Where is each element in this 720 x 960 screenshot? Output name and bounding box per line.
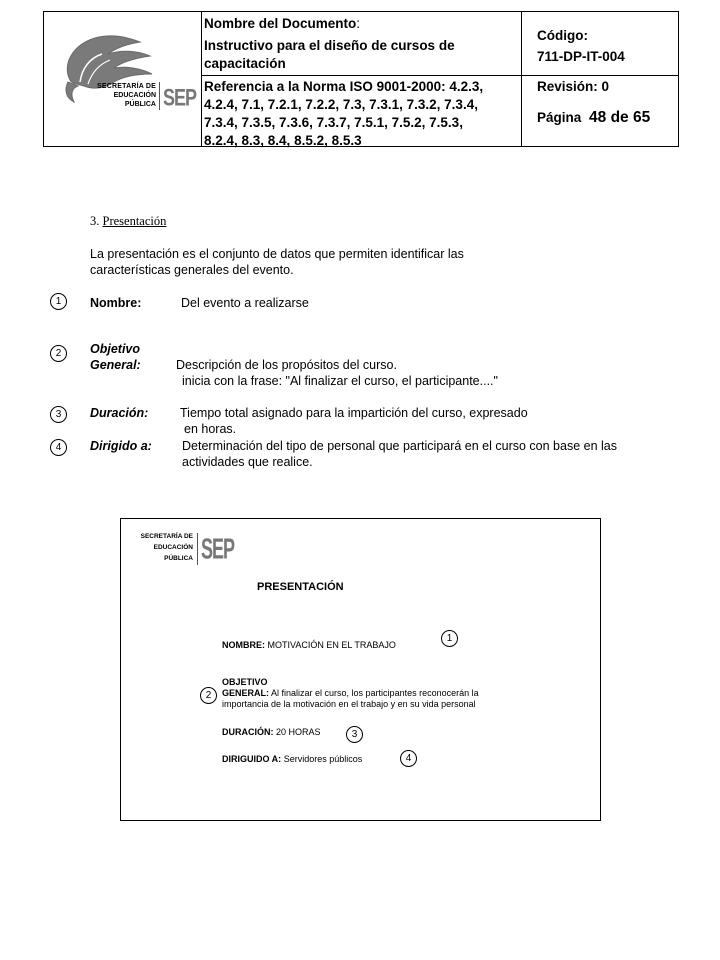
sample-nombre-label: NOMBRE: <box>222 640 265 650</box>
code-value: 711-DP-IT-004 <box>537 49 625 64</box>
sample-general-value: Al finalizar el curso, los participantes reconocerán la <box>271 688 479 698</box>
logo-divider <box>159 82 160 110</box>
header-divider <box>201 75 521 76</box>
page-cell <box>537 109 650 127</box>
item-label: Nombre: <box>90 296 142 310</box>
sample-dirigido-value: Servidores públicos <box>283 754 363 764</box>
intro-line: La presentación es el conjunto de datos que permiten identificar las <box>90 247 464 261</box>
logo-line3: PÚBLICA <box>124 101 156 108</box>
sample-logo-divider <box>197 533 198 565</box>
marker-3: 3 <box>50 406 67 423</box>
code-cell <box>537 27 625 66</box>
marker-4: 4 <box>50 439 67 456</box>
item-description: Del evento a realizarse <box>181 296 309 310</box>
reference-line: 4.2.4, 7.1, 7.2.1, 7.2.2, 7.3, 7.3.1, 7.3.2, 7.3.4, <box>204 97 478 112</box>
sample-logo-line2: EDUCACIÓN <box>153 544 193 551</box>
document-name-cell <box>204 15 516 73</box>
logo-line1: SECRETARÍA DE <box>97 83 156 90</box>
logo-line2: EDUCACIÓN <box>113 92 156 99</box>
document-name-colon: : <box>356 16 361 31</box>
document-name-label: Nombre del Documento <box>204 16 357 31</box>
item-description: Descripción de los propósitos del curso. <box>176 358 397 372</box>
item-description: en horas. <box>184 422 237 436</box>
reference-line: 8.2.4, 8.3, 8.4, 8.5.2, 8.5.3 <box>204 133 362 148</box>
section-heading <box>90 213 166 229</box>
sample-nombre-value: MOTIVACIÓN EN EL TRABAJO <box>267 640 396 650</box>
sample-marker-1: 1 <box>441 630 458 647</box>
item-description: Tiempo total asignado para la impartición del curso, expresado <box>180 406 528 420</box>
sample-presentation-form <box>120 518 601 821</box>
intro-line: características generales del evento. <box>90 263 294 277</box>
marker-2: 2 <box>50 345 67 362</box>
sample-duracion-row <box>222 727 321 738</box>
logo-text <box>72 82 156 109</box>
marker-1: 1 <box>50 293 67 310</box>
document-header <box>43 11 679 147</box>
sample-dirigido-label: DIRIGUIDO A: <box>222 754 282 764</box>
reference-line: 7.3.4, 7.3.5, 7.3.6, 7.3.7, 7.5.1, 7.5.2, 7.5.3, <box>204 115 463 130</box>
item-description: Determinación del tipo de personal que participará en el curso con base en las <box>182 439 617 453</box>
sample-duracion-label: DURACIÓN: <box>222 727 274 737</box>
sample-general-value: importancia de la motivación en el trabajo y en su vida personal <box>222 699 476 709</box>
sample-general-row <box>222 688 479 699</box>
item-label: Dirigido a: <box>90 439 152 453</box>
sample-marker-4: 4 <box>400 750 417 767</box>
reference-cell <box>204 78 520 150</box>
item-description: actividades que realice. <box>182 455 313 469</box>
sample-logo-text <box>131 531 193 564</box>
eagle-emblem-icon <box>50 20 198 140</box>
header-divider <box>521 12 522 146</box>
sample-general-label: GENERAL: <box>222 688 269 698</box>
item-label: Objetivo <box>90 342 141 356</box>
revision-text: Revisión: 0 <box>537 79 610 94</box>
header-divider <box>201 12 202 146</box>
section-title: Presentación <box>102 214 167 228</box>
document-name-value-1: Instructivo para el diseño de cursos de <box>204 38 455 53</box>
code-label: Código: <box>537 28 588 43</box>
sample-title: PRESENTACIÓN <box>257 581 344 593</box>
sample-objetivo-label: OBJETIVO <box>222 677 268 687</box>
sample-logo-line3: PÚBLICA <box>164 555 193 562</box>
page-value: 48 de 65 <box>589 109 651 126</box>
sample-logo-line1: SECRETARÍA DE <box>140 533 193 540</box>
section-number: 3. <box>90 214 100 228</box>
sample-logo-acronym: SEP <box>201 533 235 565</box>
item-label: General: <box>90 358 141 372</box>
page-label: Página <box>537 110 582 125</box>
reference-line: Referencia a la Norma ISO 9001-2000: 4.2.3, <box>204 79 484 94</box>
item-description: inicia con la frase: "Al finalizar el curso, el participante...." <box>182 374 498 388</box>
sample-nombre-row <box>222 640 396 651</box>
document-name-value-2: capacitación <box>204 56 286 71</box>
sep-logo <box>50 20 198 140</box>
logo-acronym: SEP <box>163 84 197 111</box>
sample-dirigido-row <box>222 754 362 765</box>
sample-marker-3: 3 <box>346 726 363 743</box>
sample-duracion-value: 20 HORAS <box>276 727 321 737</box>
sample-marker-2: 2 <box>200 687 217 704</box>
header-divider <box>521 75 679 76</box>
item-label: Duración: <box>90 406 149 420</box>
